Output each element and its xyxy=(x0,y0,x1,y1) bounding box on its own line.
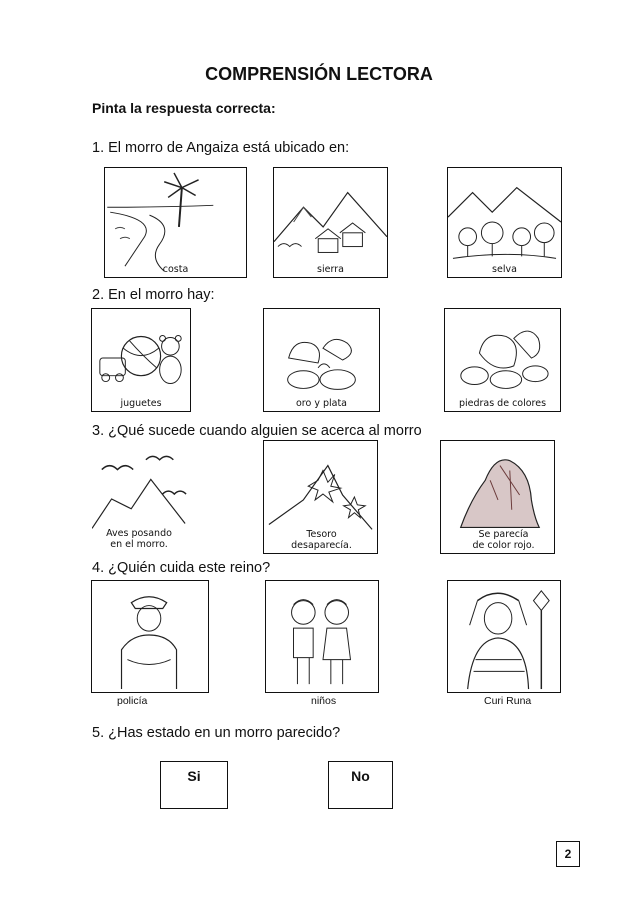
toys-illustration xyxy=(92,309,190,411)
option-selva[interactable] xyxy=(447,167,562,278)
mountains-houses-illustration xyxy=(274,168,387,277)
option-label: oro y plata xyxy=(295,398,348,409)
option-label: selva xyxy=(492,264,517,275)
gold-silver-illustration xyxy=(264,309,379,411)
option-sierra[interactable] xyxy=(273,167,388,278)
question-1: 1. El morro de Angaiza está ubicado en: xyxy=(92,140,350,156)
option-label: piedras de colores xyxy=(458,398,547,409)
instruction: Pinta la respuesta correcta: xyxy=(92,100,276,116)
question-3: 3. ¿Qué sucede cuando alguien se acerca al morro xyxy=(92,423,422,439)
option-label: costa xyxy=(162,264,189,275)
answer-no-box[interactable]: No xyxy=(328,761,393,809)
option-juguetes[interactable] xyxy=(91,308,191,412)
jungle-illustration xyxy=(448,168,561,277)
option-label: Aves posando en el morro. xyxy=(106,528,172,550)
option-oro-y-plata[interactable] xyxy=(263,308,380,412)
police-illustration xyxy=(92,581,208,692)
option-aves[interactable] xyxy=(91,444,191,552)
option-ninos[interactable] xyxy=(265,580,379,693)
option-label: juguetes xyxy=(120,398,162,409)
option-rojo[interactable] xyxy=(440,440,555,554)
page-title: COMPRENSIÓN LECTORA xyxy=(205,64,433,84)
option-label-ninos: niños xyxy=(311,695,337,707)
option-curi-runa[interactable] xyxy=(447,580,561,693)
option-tesoro[interactable] xyxy=(263,440,378,554)
option-label-policia: policía xyxy=(117,695,148,707)
children-illustration xyxy=(266,581,378,692)
question-4: 4. ¿Quién cuida este reino? xyxy=(92,560,271,576)
stones-illustration xyxy=(445,309,560,411)
option-label: sierra xyxy=(317,264,344,275)
option-costa[interactable] xyxy=(104,167,247,278)
option-policia[interactable] xyxy=(91,580,209,693)
question-2: 2. En el morro hay: xyxy=(92,287,215,303)
page-number: 2 xyxy=(556,841,580,867)
option-piedras[interactable] xyxy=(444,308,561,412)
question-5: 5. ¿Has estado en un morro parecido? xyxy=(92,725,341,741)
beach-illustration xyxy=(105,168,246,277)
curi-runa-illustration xyxy=(448,581,560,692)
option-label: Tesoro desaparecía. xyxy=(291,529,352,551)
option-label-curi-runa: Curi Runa xyxy=(484,695,532,707)
answer-si-box[interactable]: Si xyxy=(160,761,228,809)
option-label: Se parecía de color rojo. xyxy=(472,529,535,551)
